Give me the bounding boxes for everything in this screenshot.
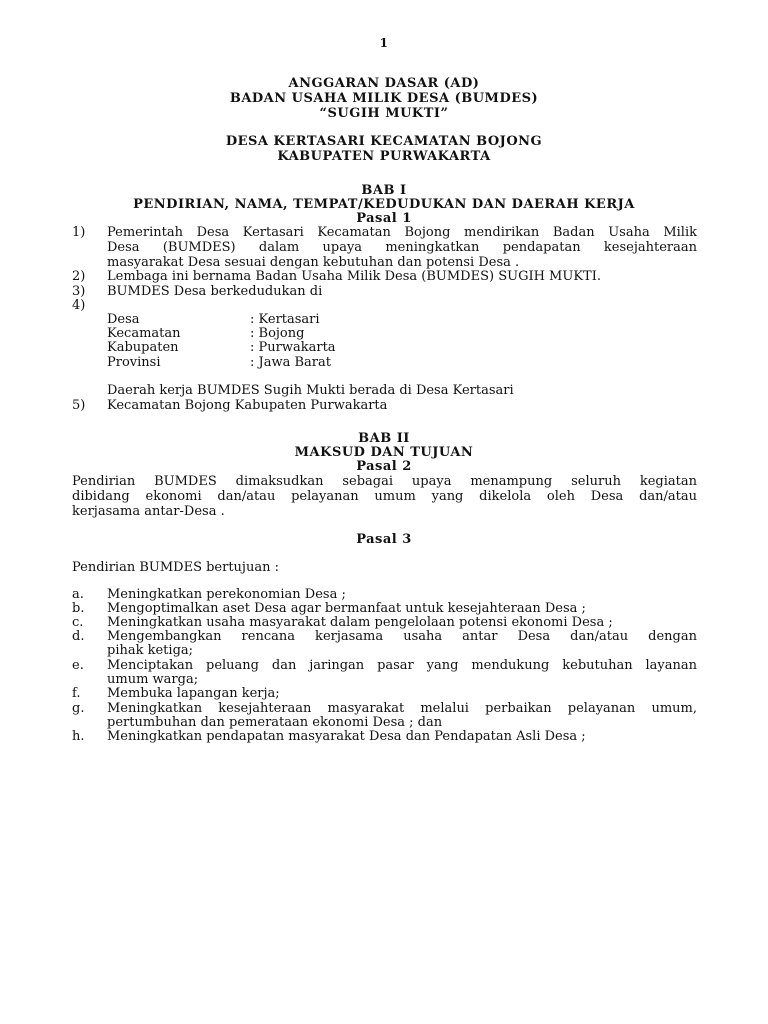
location-value: : Kertasari — [250, 312, 320, 327]
item-number: 3) — [72, 284, 86, 299]
pasal-2-line: Pendirian BUMDES dimaksudkan sebagai upaya menampung seluruh kegiatan — [72, 474, 697, 489]
goal-text: Meningkatkan kesejahteraan masyarakat melalui perbaikan pelayanan umum, — [107, 701, 697, 716]
item-3-line: BUMDES Desa berkedudukan di — [107, 284, 323, 299]
item-number: 2) — [72, 269, 86, 284]
pasal-2-heading: Pasal 2 — [356, 459, 412, 474]
item-number: 1) — [72, 225, 86, 240]
goal-text: Meningkatkan perekonomian Desa ; — [107, 587, 346, 602]
title-line-1: ANGGARAN DASAR (AD) — [288, 76, 480, 91]
goal-letter: c. — [72, 615, 84, 630]
pasal-2-line: dibidang ekonomi dan/atau pelayanan umum yang dikelola oleh Desa dan/atau — [72, 489, 697, 504]
pasal-3-heading: Pasal 3 — [356, 532, 412, 547]
location-label: Kabupaten — [107, 340, 179, 355]
bab1-subtitle: PENDIRIAN, NAMA, TEMPAT/KEDUDUKAN DAN DAERAH KERJA — [133, 197, 635, 212]
goal-text: Meningkatkan usaha masyarakat dalam pengelolaan potensi ekonomi Desa ; — [107, 615, 613, 630]
goal-text: umum warga; — [107, 672, 199, 687]
item-1-line: Pemerintah Desa Kertasari Kecamatan Bojong mendirikan Badan Usaha Milik — [107, 225, 697, 240]
goal-text: Menciptakan peluang dan jaringan pasar yang mendukung kebutuhan layanan — [107, 658, 697, 673]
goal-letter: f. — [72, 686, 81, 701]
item-1-line: Desa (BUMDES) dalam upaya meningkatkan pendapatan kesejahteraan — [107, 240, 697, 255]
goal-text: Meningkatkan pendapatan masyarakat Desa dan Pendapatan Asli Desa ; — [107, 729, 586, 744]
location-value: : Jawa Barat — [250, 355, 331, 370]
title-line-2: BADAN USAHA MILIK DESA (BUMDES) — [229, 91, 539, 106]
item-number: 5) — [72, 398, 86, 413]
goal-letter: g. — [72, 701, 85, 716]
pasal-1-heading: Pasal 1 — [356, 211, 412, 226]
goal-text: pihak ketiga; — [107, 643, 194, 658]
title-line-5: KABUPATEN PURWAKARTA — [277, 149, 491, 164]
bab2-title: BAB II — [358, 431, 410, 446]
goal-letter: b. — [72, 601, 85, 616]
goal-letter: h. — [72, 729, 85, 744]
daerah-kerja-line: Daerah kerja BUMDES Sugih Mukti berada di Desa Kertasari — [107, 383, 514, 398]
item-number: 4) — [72, 298, 86, 313]
goal-letter: a. — [72, 587, 84, 602]
item-2-line: Lembaga ini bernama Badan Usaha Milik Desa (BUMDES) SUGIH MUKTI. — [107, 269, 601, 284]
bab2-subtitle: MAKSUD DAN TUJUAN — [294, 445, 474, 460]
bab1-title: BAB I — [361, 183, 407, 198]
goal-text: pertumbuhan dan pemerataan ekonomi Desa ; dan — [107, 715, 443, 730]
location-label: Kecamatan — [107, 326, 181, 341]
goal-text: Mengembangkan rencana kerjasama usaha antar Desa dan/atau dengan — [107, 629, 697, 644]
daerah-kerja-line: Kecamatan Bojong Kabupaten Purwakarta — [107, 398, 388, 413]
goal-text: Membuka lapangan kerja; — [107, 686, 280, 701]
pasal-3-intro: Pendirian BUMDES bertujuan : — [72, 560, 279, 575]
location-label: Provinsi — [107, 355, 161, 370]
location-value: : Bojong — [250, 326, 305, 341]
goal-letter: e. — [72, 658, 84, 673]
location-value: : Purwakarta — [250, 340, 336, 355]
location-label: Desa — [107, 312, 140, 327]
goal-text: Mengoptimalkan aset Desa agar bermanfaat untuk kesejahteraan Desa ; — [107, 601, 586, 616]
pasal-2-line: kerjasama antar-Desa . — [72, 504, 225, 519]
title-line-3: “SUGIH MUKTI” — [319, 106, 449, 121]
goal-letter: d. — [72, 629, 85, 644]
item-1-line: masyarakat Desa sesuai dengan kebutuhan dan potensi Desa . — [107, 255, 520, 270]
page-number: 1 — [379, 36, 389, 50]
title-line-4: DESA KERTASARI KECAMATAN BOJONG — [225, 134, 543, 149]
